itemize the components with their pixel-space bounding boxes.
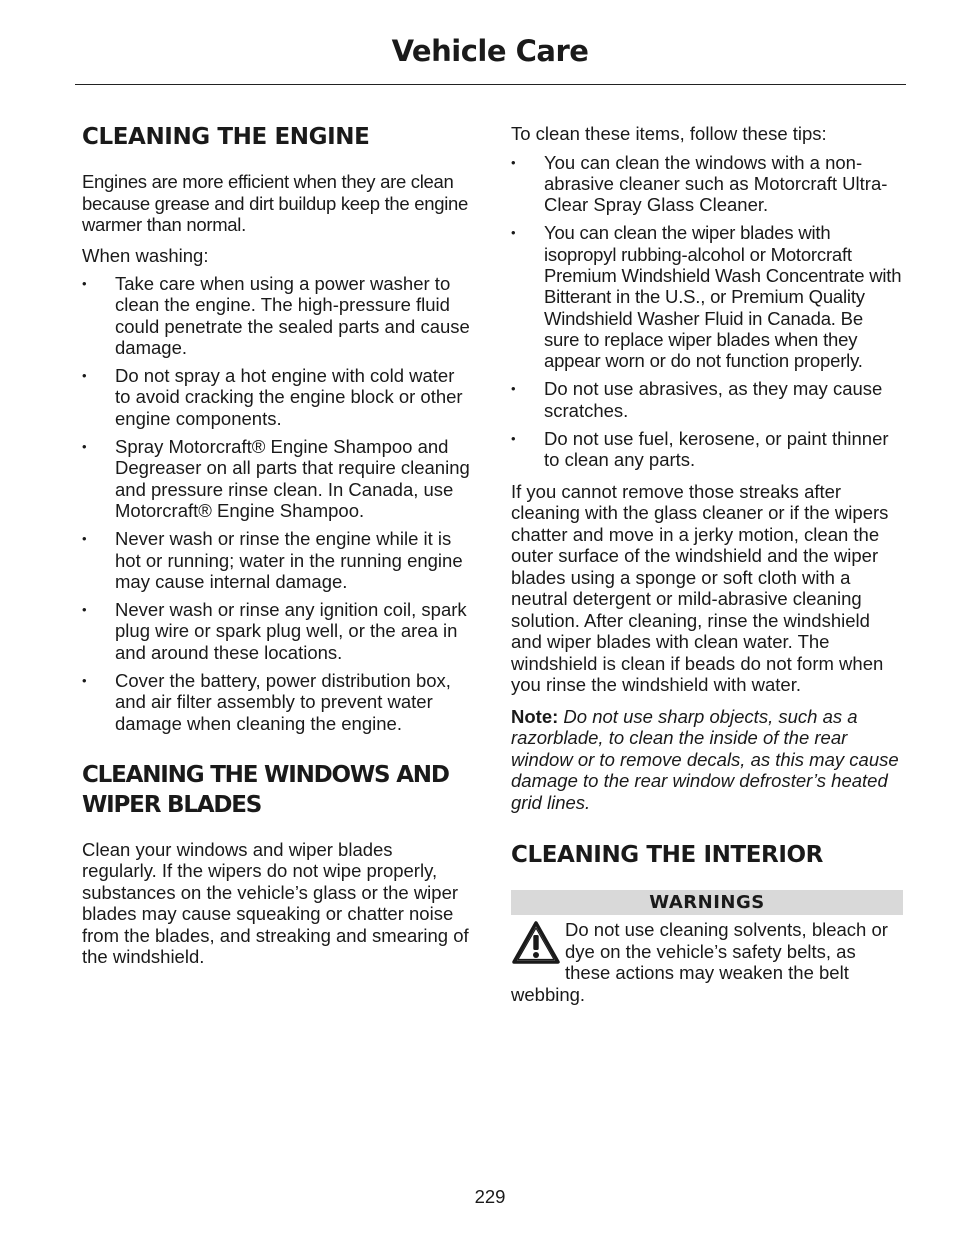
list-item: • Do not spray a hot engine with cold water to avoid cracking the engine block or other engine components.: [82, 365, 472, 429]
list-item: • Take care when using a power washer to clean the engine. The high-pressure fluid could penetrate the sealed parts and cause damage.: [82, 273, 472, 358]
list-item: • Never wash or rinse any ignition coil, spark plug wire or spark plug well, or the area in and around these locations.: [82, 599, 472, 663]
list-item: • Spray Motorcraft® Engine Shampoo and Degreaser on all parts that require cleaning and pressure rinse clean. In Canada, use Motorcraft® Engine Shampoo.: [82, 436, 472, 521]
windows-body: Clean your windows and wiper blades regularly. If the wipers do not wipe properly, substances on the vehicle’s glass or the wiper blades may cause squeaking or chatter noise from the blades, and streaking and smearing of the windshield.: [82, 838, 469, 968]
warning-text: Do not use cleaning solvents, bleach or dye on the vehicle’s safety belts, as these actions may weaken the belt webbing.: [511, 919, 888, 1005]
page-number: 229: [474, 1186, 506, 1207]
tips-intro: To clean these items, follow these tips:: [511, 123, 827, 144]
left-column: [82, 118, 472, 968]
when-washing-label: When washing:: [82, 244, 209, 266]
note: [511, 706, 903, 814]
section-heading-windows: CLEANING THE WINDOWS AND WIPER BLADES: [82, 761, 449, 818]
list-item: • Never wash or rinse the engine while it is hot or running; water in the running engine may cause internal damage.: [82, 528, 472, 592]
right-column: [511, 118, 903, 1005]
note-text: Do not use sharp objects, such as a razorblade, to clean the inside of the rear window or to remove decals, as this may cause damage to the rear window defroster’s heated grid lines.: [511, 705, 899, 813]
engine-intro: Engines are more efficient when they are clean because grease and dirt buildup keep the engine warmer than normal.: [82, 171, 469, 235]
warnings-banner: WARNINGS: [511, 890, 903, 915]
note-label: Note:: [511, 705, 559, 727]
list-item: • Do not use fuel, kerosene, or paint thinner to clean any parts.: [511, 428, 903, 471]
list-item: • You can clean the wiper blades with isopropyl rubbing-alcohol or Motorcraft Premium Windshield Wash Concentrate with Bitterant in the U.S., or Premium Quality Windshield Washer Fluid in Canada. Be sure to replace wiper blades when they appear worn or do not function properly.: [511, 222, 903, 371]
section-heading-interior: CLEANING THE INTERIOR: [511, 842, 823, 869]
section-heading-engine: CLEANING THE ENGINE: [82, 124, 370, 150]
list-item: • Do not use abrasives, as they may cause scratches.: [511, 378, 903, 421]
page-title: Vehicle Care: [391, 34, 589, 68]
list-item: • Cover the battery, power distribution box, and air filter assembly to prevent water damage when cleaning the engine.: [82, 670, 472, 734]
warning-box: [511, 919, 903, 1005]
streaks-paragraph: If you cannot remove those streaks after cleaning with the glass cleaner or if the wipers chatter and move in a jerky motion, clean the outer surface of the windshield and the wiper blades using a sponge or soft cloth with a neutral detergent or mild-abrasive cleaning solution. After cleaning, rinse the windshield and wiper blades with clean water. The windshield is clean if beads do not form when you rinse the windshield with water.: [511, 480, 889, 696]
engine-tips-list: [82, 273, 472, 734]
header-divider: [75, 84, 906, 85]
warning-triangle-icon: [511, 920, 561, 966]
windows-tips-list: [511, 152, 903, 471]
list-item: • You can clean the windows with a non-abrasive cleaner such as Motorcraft Ultra-Clear Spray Glass Cleaner.: [511, 152, 903, 216]
